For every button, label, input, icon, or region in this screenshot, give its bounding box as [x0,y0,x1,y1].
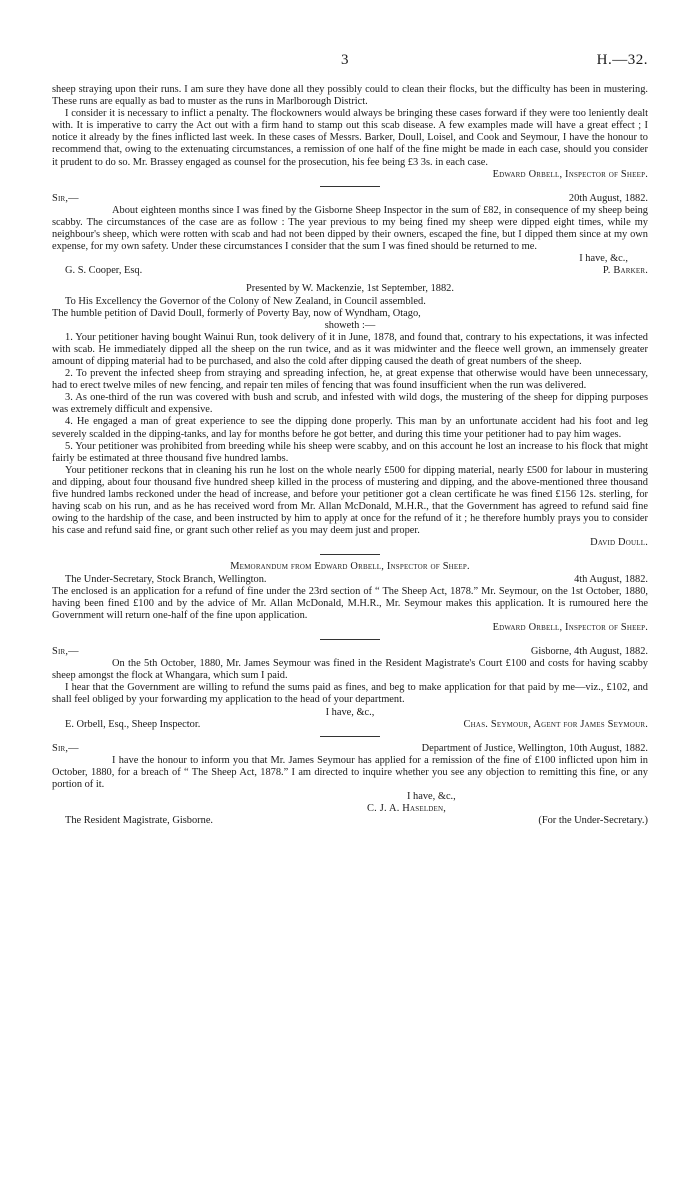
letter4-salutation: Sir,— [52,742,79,754]
section-divider [320,736,380,737]
petition-item: 2. To prevent the infected sheep from straying and spreading infection, he, at great expense that otherwise would have been unnecessary, had to erect twelve miles of new fencing, and repair ten miles of fencing that was found insufficient when the run was delivered. [52,368,648,392]
letter3-closing: I have, &c., [325,706,375,718]
letter2-footer [52,265,648,277]
letter3-header [52,646,648,658]
letter2-addressee: G. S. Cooper, Esq. [65,265,143,277]
letter2-signature: P. Barker. [602,265,648,277]
letter4-body: I have the honour to inform you that Mr. James Seymour has applied for a remission of the fine of £100 inflicted upon him in October, 1880, for a breach of “ The Sheep Act, 1878.” I am directed to inquire whether you see any objection to remitting this fine, or any portion of it. [52,754,648,790]
section-divider [320,639,380,640]
memo-signature: Edward Orbell, Inspector of Sheep. [492,621,648,633]
letter2-salutation: Sir,— [52,192,79,204]
letter4-header [52,743,648,755]
letter3-para2: I hear that the Government are willing to refund the sums paid as fines, and beg to make application for that paid by me—viz., £102, and shall feel obliged by your forwarding my application to the head of your department. [52,682,648,706]
memo-header [52,574,648,586]
letter2-header [52,193,648,205]
section-divider [320,186,380,187]
page-content [52,84,648,827]
petition-item: 5. Your petitioner was prohibited from breeding while his sheep were scabby, and on this account he lost an increase to his flock that might fairly be estimated at three thousand five hundred lambs. [52,440,648,464]
petition-presented: Presented by W. Mackenzie, 1st September, 1882. [246,283,454,295]
letter4-date: Department of Justice, Wellington, 10th August, 1882. [421,742,648,754]
petition-conclusion: Your petitioner reckons that in cleaning his run he lost on the whole nearly £500 for dipping material, nearly £500 for labour in mustering and dipping, about four thousand five hundred sheep killed in the process of mustering and dipping, and the above-mentioned three thousand five hundred lambs reckoned under the head of increase, and before your petitioner got a clean certificate he was fined £156 12s. sterling, for having scab on his run, and as he has received word from Mr. Allan McDonald, M.H.R., that the Government has agreed to refund said fine owing to the hardship of the case, and been instructed by him to apply at once for the refund of it ; he therefore humbly prays you to consider his case and refund said fine, or grant such other relief as you may deem just and proper. [52,464,648,537]
letter4-signature-note: (For the Under-Secretary.) [538,815,648,827]
letter2-body: About eighteen months since I was fined by the Gisborne Sheep Inspector in the sum of £82, in consequence of my sheep being scabby. The circumstances of the case are as follow : The year previous to my being fined my sheep were dipped eight times, while my neighbour's sheep, which were rotten with scab and had not been dipped by their owners, escaped the fine, but I dipped them since at my own expense, for my own safety. Under these circumstances I consider that the sum I was fined should be returned to me. [52,204,648,253]
letter4-addressee: The Resident Magistrate, Gisborne. [65,815,214,827]
letter1-signature: Edward Orbell, Inspector of Sheep. [492,168,648,180]
letter4-closing: I have, &c., [407,791,456,803]
memo-body: The enclosed is an application for a refund of fine under the 23rd section of “ The Sheep Act, 1878.” Mr. Seymour, on the 1st October, 1880, having been fined £100 and by the advice of Mr. Allan McDonald, M.H.R., Mr. Seymour makes this application. It is rumoured here the Government will return one-half of the fine upon application. [52,585,648,621]
petition-item: 4. He engaged a man of great experience to see the dipping done properly. This man by an unfortunate accident had his foot and leg severely scalded in the dipping-tanks, and lay for months before he got better, and during this time your petitioner had to pay him wages. [52,416,648,440]
letter4-signature: C. J. A. Haselden, [367,803,447,815]
page-number: 3 [341,52,349,68]
petition-signature: David Doull. [590,537,648,549]
letter1-para1: sheep straying upon their runs. I am sure they have done all they possibly could to clean their flocks, but the difficulty has been in mustering. These runs are equally as bad to muster as the runs in Marlborough District. [52,84,648,108]
document-reference: H.—32. [596,52,648,68]
letter2-closing: I have, &c., [579,253,628,265]
letter3-para1: On the 5th October, 1880, Mr. James Seymour was fined in the Resident Magistrate's Court £100 and costs for having scabby sheep amongst the flock at Whangara, which sum I paid. [52,658,648,682]
memo-date: 4th August, 1882. [574,573,648,585]
letter3-footer [52,719,648,731]
petition-item: 3. As one-third of the run was covered with bush and scrub, and infested with wild dogs, the mustering of the sheep for dipping purposes was extremely difficult and expensive. [52,392,648,416]
letter3-addressee: E. Orbell, Esq., Sheep Inspector. [65,718,201,730]
petition-item: 1. Your petitioner having bought Wainui Run, took delivery of it in June, 1878, and found that, contrary to his expectations, it was infected with scab. He immediately dipped all the sheep on the run twice, and as it was midwinter and the fleece well grown, an immensely greater amount of dipping material had to be purchased, and also the cold after dipping caused the death of great numbers of the sheep. [52,331,648,367]
letter3-signature: Chas. Seymour, Agent for James Seymour. [463,718,648,730]
petition-showeth: showeth :— [324,319,376,331]
petition-intro: The humble petition of David Doull, formerly of Poverty Bay, now of Wyndham, Otago, [52,307,421,319]
section-divider [320,554,380,555]
memo-addressee: The Under-Secretary, Stock Branch, Wellington. [65,573,267,585]
letter2-date: 20th August, 1882. [568,192,648,204]
letter4-footer [52,815,648,827]
letter1-para2: I consider it is necessary to inflict a penalty. The flockowners would always be bringing these cases forward if they were too leniently dealt with. It is imperative to carry the Act out with a firm hand to stamp out this scab disease. A few examples made will have a great effect ; I notice it already by the fines inflicted last week. In these cases of Messrs. Barker, Doull, Loisel, and Cook and Seymour, I have the honour to recommend that, owing to the extenuating circumstances, a remission of one half of the fine might be made in each case, should you consider it prudent to do so. Mr. Brassey engaged as counsel for the prosecution, his fee being £3 3s. in each case. [52,108,648,168]
letter3-date: Gisborne, 4th August, 1882. [530,646,648,658]
letter3-salutation: Sir,— [52,646,79,658]
petition-to: To His Excellency the Governor of the Colony of New Zealand, in Council assembled. [65,295,426,307]
memo-title: Memorandum from Edward Orbell, Inspector of Sheep. [230,561,470,573]
